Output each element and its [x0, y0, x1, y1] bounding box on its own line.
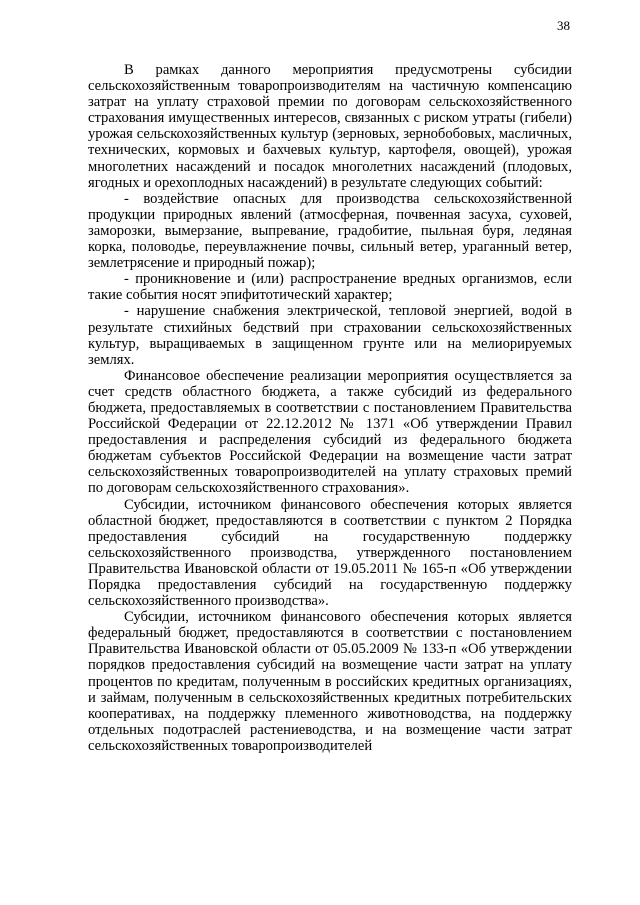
document-body	[88, 62, 572, 754]
page-number: 38	[557, 18, 570, 33]
paragraph-federal-subsidies: Субсидии, источником финансового обеспечения которых является федеральный бюджет, предоставляются в соответствии с постановлением Правительства Ивановской области от 05.05.2009 № 133-п «Об утверждении порядков предоставления субсидий на возмещение части затрат на уплату процентов по кредитам, полученным в российских кредитных организациях, и займам, полученным в сельскохозяйственных кредитных потребительских кооперативах, на поддержку племенного животноводства, на поддержку отдельных подотраслей растениеводства, и на возмещение части затрат сельскохозяйственных товаропроизводителей	[88, 609, 572, 754]
list-item-natural-hazards: - воздействие опасных для производства сельскохозяйственной продукции природных явлений (атмосферная, почвенная засуха, суховей, заморозки, вымерзание, выпревание, градобитие, пыльная буря, ледяная корка, половодье, переувлажнение почвы, сильный ветер, ураганный ветер, землетрясение и природный пожар);	[88, 190, 572, 272]
list-item-pests: - проникновение и (или) распространение вредных организмов, если такие события носят эпифитотический характер;	[88, 271, 572, 304]
paragraph-regional-subsidies: Субсидии, источником финансового обеспечения которых является областной бюджет, предоставляются в соответствии с пунктом 2 Порядка предоставления субсидий на государственную поддержку сельскохозяйственного производства, утвержденного постановлением Правительства Ивановской области от 19.05.2011 № 165-п «Об утверждении Порядка предоставления субсидий на государственную поддержку сельскохозяйственного производства».	[88, 496, 572, 610]
paragraph-funding: Финансовое обеспечение реализации мероприятия осуществляется за счет средств областного бюджета, а также субсидий из федерального бюджета, предоставляемых в соответствии с постановлением Правительства Российской Федерации от 22.12.2012 № 1371 «Об утверждении Правил предоставления и распределения субсидий из федерального бюджета бюджетам субъектов Российской Федерации на возмещение части затрат сельскохозяйственных товаропроизводителей на уплату страховых премий по договорам сельскохозяйственного страхования».	[88, 367, 572, 497]
list-item-utility-disruption: - нарушение снабжения электрической, тепловой энергией, водой в результате стихийных бедствий при страховании сельскохозяйственных культур, выращиваемых в защищенном грунте или на мелиорируемых землях.	[88, 303, 572, 368]
paragraph-intro: В рамках данного мероприятия предусмотрены субсидии сельскохозяйственным товаропроизводителям на частичную компенсацию затрат на уплату страховой премии по договорам сельскохозяйственного страхования имущественных интересов, связанных с риском утраты (гибели) урожая сельскохозяйственных культур (зерновых, зернобобовых, масличных, технических, кормовых и бахчевых культур, картофеля, овощей), урожая многолетних насаждений и посадок многолетних насаждений (плодовых, ягодных и орехоплодных насаждений) в результате следующих событий:	[88, 62, 572, 191]
